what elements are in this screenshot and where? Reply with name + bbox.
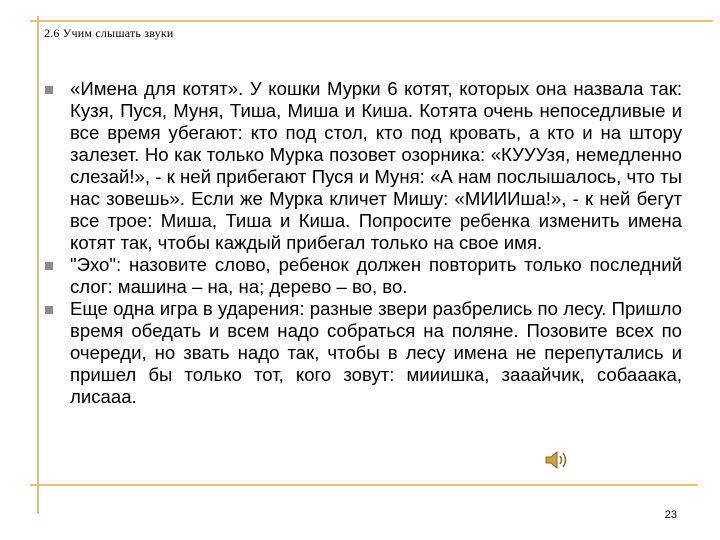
bullet-list <box>42 78 682 408</box>
speaker-icon[interactable] <box>544 448 570 472</box>
bullet-item-kittens <box>42 78 682 254</box>
bullet-item-stress-game <box>42 298 682 408</box>
accent-vertical-line <box>37 16 39 514</box>
accent-top-line <box>30 20 713 22</box>
square-bullet-icon <box>45 262 53 270</box>
bullet-text: Еще одна игра в ударения: разные звери разбрелись по лесу. Пришло время обедать и всем надо собраться на поляне. Позовите всех по очереди, но звать надо так, чтобы в лесу имена не перепутались и пришел бы только тот, кого зовут: мииишка, зааайчик, собааака, лисааа. <box>70 298 682 407</box>
square-bullet-icon <box>45 86 53 94</box>
page-number: 23 <box>664 509 677 521</box>
bullet-text: «Имена для котят». У кошки Мурки 6 котят, которых она назвала так: Кузя, Пуся, Муня, Тиша, Миша и Киша. Котята очень непоседливые и все время убегают: кто под стол, кто под кровать, а кто и на штору залезет. Но как только Мурка позовет озорника: «КУУУзя, немедленно слезай!», - к ней прибегают Пуся и Муня: «А нам послышалось, что ты нас зовешь». Если же Мурка кличет Мишу: «МИИИша!», - к ней бегут все трое: Миша, Тиша и Киша. Попросите ребенка изменить имена котят так, чтобы каждый прибегал только на свое имя. <box>70 78 682 253</box>
bullet-item-echo <box>42 254 682 298</box>
bullet-text: "Эхо": назовите слово, ребенок должен повторить только последний слог: машина – на, на; дерево – во, во. <box>70 254 682 297</box>
square-bullet-icon <box>45 306 53 314</box>
slide-title: 2.6 Учим слышать звуки <box>44 26 174 40</box>
accent-bottom-line <box>30 484 698 486</box>
